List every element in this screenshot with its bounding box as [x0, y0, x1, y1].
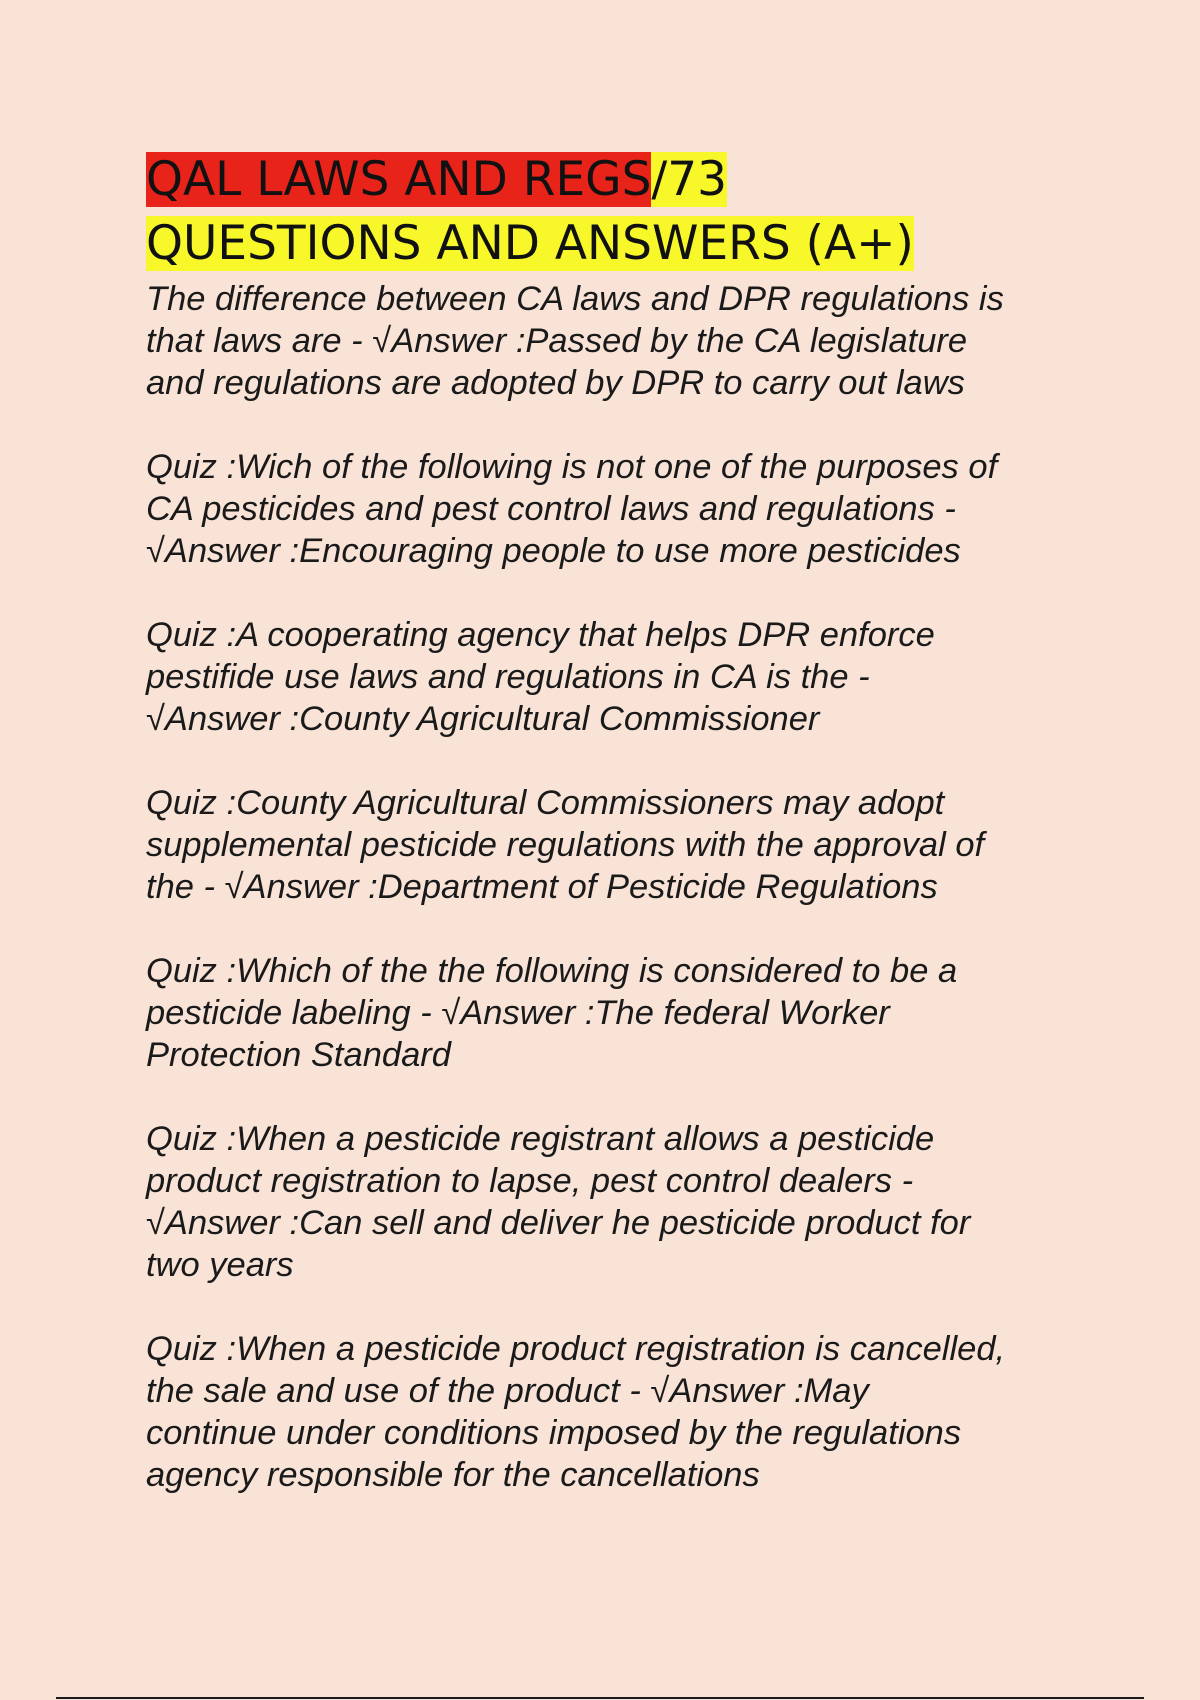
qa-entry: The difference between CA laws and DPR regulations is that laws are - √Answer :Passed by the CA legislature and regulations are adopted by DPR to carry out laws: [146, 280, 1004, 402]
qa-entry: Quiz :A cooperating agency that helps DPR enforce pestifide use laws and regulations in CA is the - √Answer :County Agricultural Commissioner: [146, 616, 935, 738]
title-highlight-yellow: /73: [651, 152, 728, 207]
qa-entry: Quiz :Wich of the following is not one of the purposes of CA pesticides and pest control laws and regulations - √Answer :Encouraging people to use more pesticides: [146, 448, 998, 570]
qa-entry: Quiz :Which of the the following is considered to be a pesticide labeling - √Answer :The federal Worker Protection Standard: [146, 952, 958, 1074]
document-page: [146, 148, 1076, 1538]
qa-list: [146, 278, 1076, 1496]
qa-entry: Quiz :County Agricultural Commissioners may adopt supplemental pesticide regulations with the approval of the - √Answer :Department of Pesticide Regulations: [146, 784, 985, 906]
footer-divider: [56, 1697, 1144, 1699]
title-line-2: QUESTIONS AND ANSWERS (A+): [146, 216, 914, 271]
document-title: [146, 148, 1076, 276]
title-highlight-red: QAL LAWS AND REGS: [146, 152, 652, 207]
qa-entry: Quiz :When a pesticide product registration is cancelled, the sale and use of the product - √Answer :May continue under conditions imposed by the regulations agency responsible for the cancellations: [146, 1330, 1006, 1494]
qa-entry: Quiz :When a pesticide registrant allows a pesticide product registration to lapse, pest control dealers - √Answer :Can sell and deliver he pesticide product for two years: [146, 1120, 971, 1284]
